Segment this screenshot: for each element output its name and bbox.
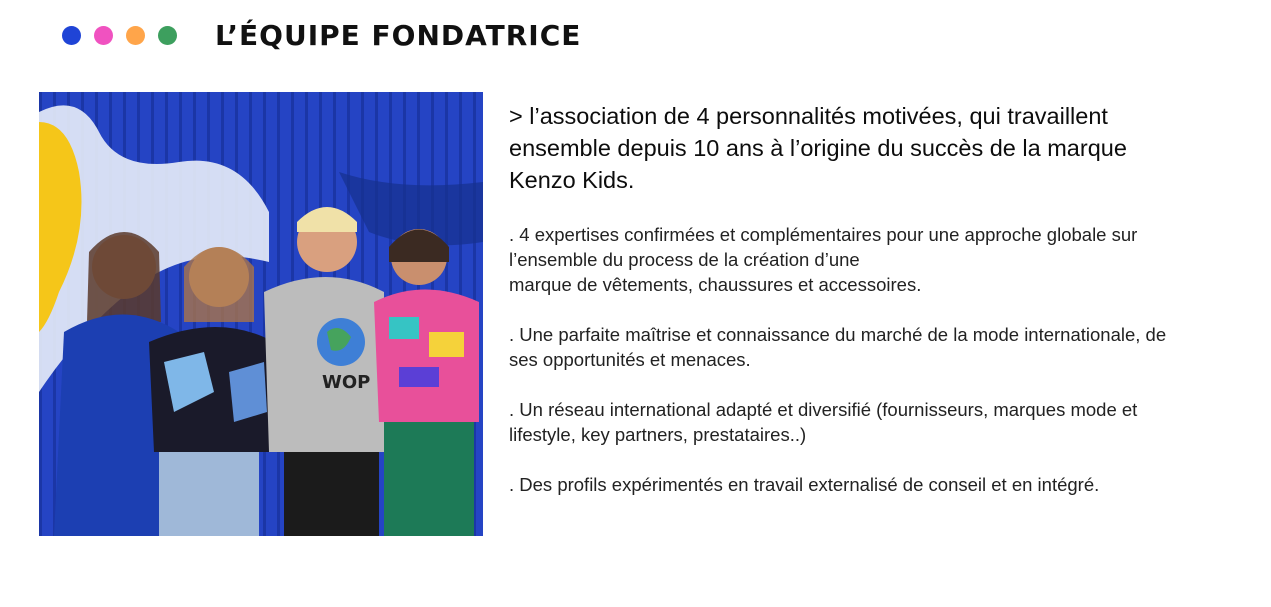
lead-statement [509, 100, 1257, 196]
paragraph-profiles [509, 472, 1257, 497]
lead-line: ensemble depuis 10 ans à l’origine du succès de la marque [509, 135, 1127, 161]
paragraph-line: lifestyle, key partners, prestataires..) [509, 424, 807, 445]
paragraph-line: . Un réseau international adapté et diversifié (fournisseurs, marques mode et [509, 399, 1138, 420]
dot-pink [94, 26, 113, 45]
color-dots [62, 26, 177, 45]
paragraph-line: . 4 expertises confirmées et complémentaires pour une approche globale sur [509, 224, 1138, 245]
paragraph-line: marque de vêtements, chaussures et accessoires. [509, 274, 922, 295]
paragraph-expertises [509, 222, 1257, 297]
dot-blue [62, 26, 81, 45]
paragraph-line: ses opportunités et menaces. [509, 349, 751, 370]
team-photo-illustration [39, 92, 483, 536]
paragraph-line: . Une parfaite maîtrise et connaissance du marché de la mode internationale, de [509, 324, 1167, 345]
page-title: L’ÉQUIPE FONDATRICE [215, 18, 582, 52]
paragraph-line: . Des profils expérimentés en travail externalisé de conseil et en intégré. [509, 474, 1100, 495]
paragraph-network [509, 397, 1257, 447]
content [509, 100, 1257, 522]
shirt-logo: WOP [322, 372, 371, 393]
lead-line: > l’association de 4 personnalités motivées, qui travaillent [509, 103, 1108, 129]
paragraph-line: l’ensemble du process de la création d’une [509, 249, 860, 270]
lead-line: Kenzo Kids. [509, 167, 635, 193]
team-photo [39, 92, 483, 536]
dot-orange [126, 26, 145, 45]
header [62, 18, 581, 52]
dot-green [158, 26, 177, 45]
paragraph-market [509, 322, 1257, 372]
